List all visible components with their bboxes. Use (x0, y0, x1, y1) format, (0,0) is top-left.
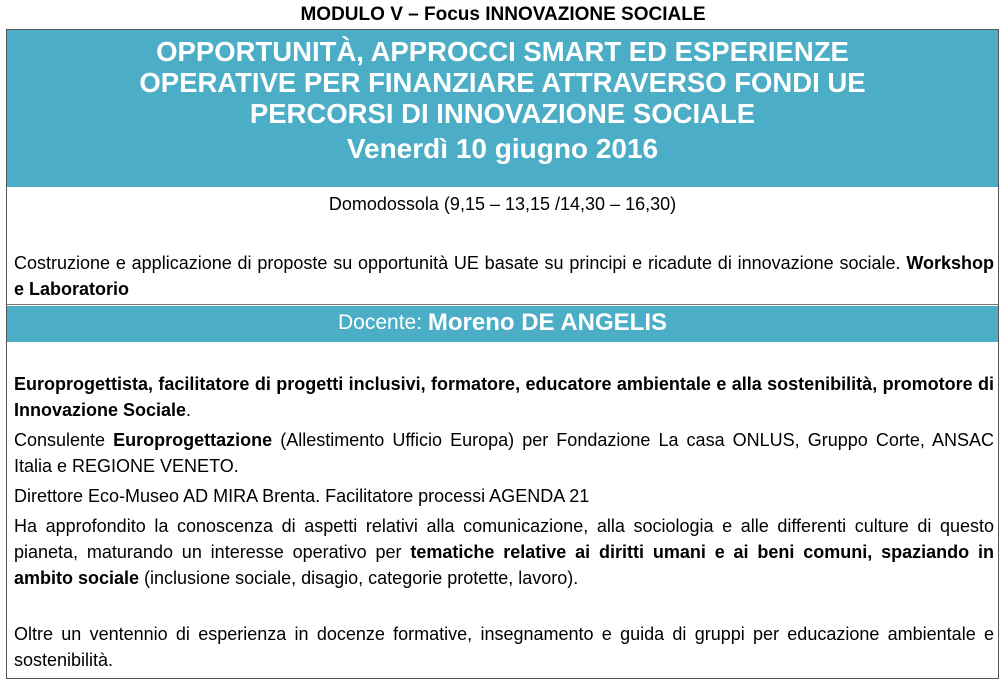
course-description (14, 250, 994, 302)
divider (7, 304, 998, 305)
teacher-bar (7, 306, 998, 342)
description-text: Costruzione e applicazione di proposte su opportunità UE basate su principi e ricadute di innovazione sociale. (14, 253, 907, 273)
module-title: MODULO V – Focus INNOVAZIONE SOCIALE (300, 4, 706, 25)
banner-headline (7, 30, 998, 129)
bio-consultant-clients: (Allestimento Ufficio Europa) per Fondazione La casa ONLUS, Gruppo Corte, ANSAC Italia e REGIONE VENETO. (14, 430, 994, 476)
event-date: Venerdì 10 giugno 2016 (346, 133, 659, 164)
bio-interests-detail: (inclusione sociale, disagio, categorie protette, lavoro). (139, 568, 579, 588)
bio-consultant-field: Europrogettazione (113, 430, 273, 450)
location-time: Domodossola (9,15 – 13,15 /14,30 – 16,30) (328, 194, 677, 214)
bio-paragraph-3: Direttore Eco-Museo AD MIRA Brenta. Facilitatore processi AGENDA 21 (14, 486, 590, 506)
bio-paragraph-1 (14, 371, 994, 423)
bio-roles: Europrogettista, facilitatore di progetti inclusivi, formatore, educatore ambientale e alla sostenibilità, promotore di Innovazione Sociale (14, 374, 994, 420)
bio-paragraph-4 (14, 513, 994, 591)
bio-roles-end: . (186, 400, 192, 420)
bio-consultant-prefix: Consulente (14, 430, 114, 450)
headline-line-1: OPPORTUNITÀ, APPROCCI SMART ED ESPERIENZE (156, 36, 849, 67)
headline-line-2: OPERATIVE PER FINANZIARE ATTRAVERSO FONDI UE (139, 67, 866, 98)
bio-interests-topics: tematiche relative ai diritti umani e ai beni comuni, spaziando in ambito sociale (14, 542, 994, 588)
bio-paragraph-5: Oltre un ventennio di esperienza in docenze formative, insegnamento e guida di gruppi per educazione ambientale e sostenibilità. (14, 624, 994, 670)
bio-paragraph-2 (14, 427, 994, 479)
title-banner (7, 30, 998, 187)
description-format: Workshop e Laboratorio (14, 253, 994, 299)
teacher-label: Docente: (337, 311, 428, 334)
bio-interests-intro: Ha approfondito la conoscenza di aspetti relativi alla comunicazione, alla sociologia e alle differenti culture di questo pianeta, maturando un interesse operativo per (14, 516, 994, 562)
headline-line-3: PERCORSI DI INNOVAZIONE SOCIALE (249, 98, 756, 129)
teacher-name: Moreno DE ANGELIS (427, 309, 667, 336)
